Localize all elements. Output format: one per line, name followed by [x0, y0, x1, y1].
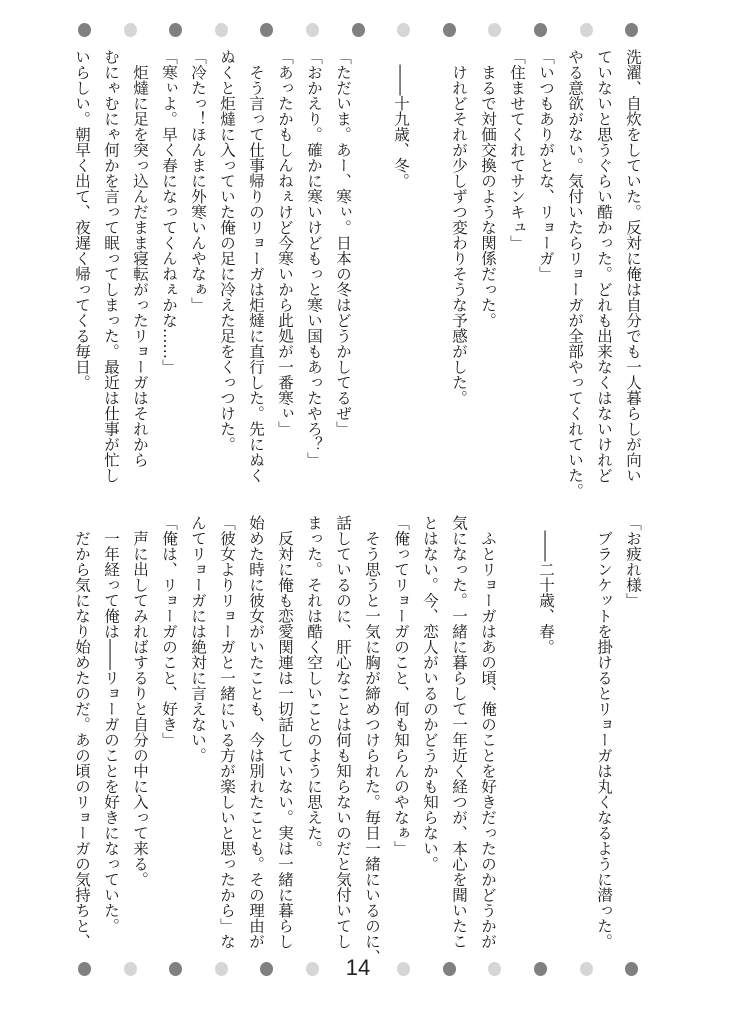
light-dot-icon: [306, 962, 319, 976]
text-line: ――十九歳、冬。: [392, 49, 410, 189]
text-line: 声に出してみればするりと自分の中に入って来る。: [131, 515, 149, 887]
text-line: 「あったかもしんねぇけど今寒いから此処が一番寒ぃ」: [276, 49, 294, 437]
dark-dot-icon: [78, 962, 91, 976]
dark-dot-icon: [625, 23, 638, 37]
dark-dot-icon: [169, 962, 182, 976]
light-dot-icon: [397, 23, 410, 37]
text-line: [415, 49, 444, 489]
dark-dot-icon: [260, 962, 273, 976]
text-line: 炬燵に足を突っ込んだまま寝転がったリョーガはそれから: [131, 49, 149, 468]
text-line: [357, 49, 386, 489]
light-dot-icon: [306, 23, 319, 37]
text-line: やる意欲がない。気付いたらリョーガが全部やってくれていた。: [566, 49, 584, 499]
dark-dot-icon: [534, 962, 547, 976]
text-line: ていないと思うぐらい酷かった。どれも出来なくはないけれど: [595, 49, 613, 483]
top-dot-border: [0, 23, 729, 39]
text-line: 一年経って俺は――リョーガのことを好きになっていた。: [102, 515, 120, 934]
text-line: 反対に俺も恋愛関連は一切話していない。実は一緒に暮らし: [276, 515, 294, 949]
text-block-bottom: [66, 515, 647, 965]
light-dot-icon: [215, 962, 228, 976]
text-line: まった。それは酷く空しいことのように思えた。: [305, 515, 323, 856]
text-line: ブランケットを掛けるとリョーガは丸くなるように潜った。: [595, 515, 613, 949]
text-line: 話しているのに、肝心なことは何も知らないのだと気付いてし: [334, 515, 352, 949]
text-line: 「住ませてくれてサンキュ」: [508, 49, 526, 251]
text-line: まるで対価交換のような関係だった。: [479, 49, 497, 328]
text-line: 「寒ぃよ。早く春になってくんねぇかな……」: [160, 49, 178, 375]
text-line: [560, 515, 589, 955]
light-dot-icon: [124, 23, 137, 37]
text-line: んてリョーガには絶対に言えない。: [189, 515, 207, 763]
dark-dot-icon: [534, 23, 547, 37]
text-line: 始めた時に彼女がいたことも、今は別れたことも。その理由が: [247, 515, 265, 949]
text-line: むにゃむにゃ何かを言って眠ってしまった。最近は仕事が忙し: [102, 49, 120, 483]
text-line: そう言って仕事帰りのリョーガは炬燵に直行した。先にぬく: [247, 49, 265, 483]
text-line: だから気になり始めたのだ。あの頃のリョーガの気持ちと、: [73, 515, 91, 949]
text-line: 「彼女よりリョーガと一緒にいる方が楽しいと思ったから」な: [218, 515, 236, 949]
text-line: 「いつもありがとな、リョーガ」: [537, 49, 555, 282]
dark-dot-icon: [443, 962, 456, 976]
text-line: 「お疲れ様」: [624, 515, 642, 608]
light-dot-icon: [124, 962, 137, 976]
light-dot-icon: [580, 962, 593, 976]
text-line: そう思うと一気に胸が締めつけられた。毎日一緒にいるのに、: [363, 515, 381, 965]
light-dot-icon: [215, 23, 228, 37]
light-dot-icon: [488, 962, 501, 976]
text-line: 気になった。一緒に暮らして一年近く経つが、本心を聞いたこ: [450, 515, 468, 949]
dark-dot-icon: [260, 23, 273, 37]
light-dot-icon: [397, 962, 410, 976]
dark-dot-icon: [443, 23, 456, 37]
text-line: けれどそれが少しずつ変わりそうな予感がした。: [450, 49, 468, 406]
text-line: 「おかえり。確かに寒いけどもっと寒い国もあったやろ？」: [305, 49, 323, 468]
text-line: 「俺は、リョーガのこと、好き」: [160, 515, 178, 748]
text-line: ぬくと炬燵に入っていた俺の足に冷えた足をくっつけた。: [218, 49, 236, 452]
text-line: いらしい。朝早く出て、夜遅く帰ってくる毎日。: [73, 49, 91, 390]
text-line: ――二十歳、春。: [537, 515, 555, 655]
text-block-top: [66, 49, 647, 499]
dark-dot-icon: [352, 23, 365, 37]
text-line: 「ただいま。あー、寒ぃ。日本の冬はどうかしてるぜ」: [334, 49, 352, 437]
light-dot-icon: [580, 23, 593, 37]
text-line: 洗濯、自炊をしていた。反対に俺は自分でも一人暮らしが向い: [624, 49, 642, 483]
dark-dot-icon: [169, 23, 182, 37]
text-line: とはない。今、恋人がいるのかどうかも知らない。: [421, 515, 439, 872]
text-line: [502, 515, 531, 955]
text-line: 「俺ってリョーガのこと、何も知らんのやなぁ」: [392, 515, 410, 856]
light-dot-icon: [488, 23, 501, 37]
dark-dot-icon: [625, 962, 638, 976]
text-line: 「冷たっ！ほんまに外寒いんやなぁ」: [189, 49, 207, 313]
text-line: ふとリョーガはあの頃、俺のことを好きだったのかどうかが: [479, 515, 497, 949]
dark-dot-icon: [78, 23, 91, 37]
page-number: 14: [345, 955, 371, 980]
